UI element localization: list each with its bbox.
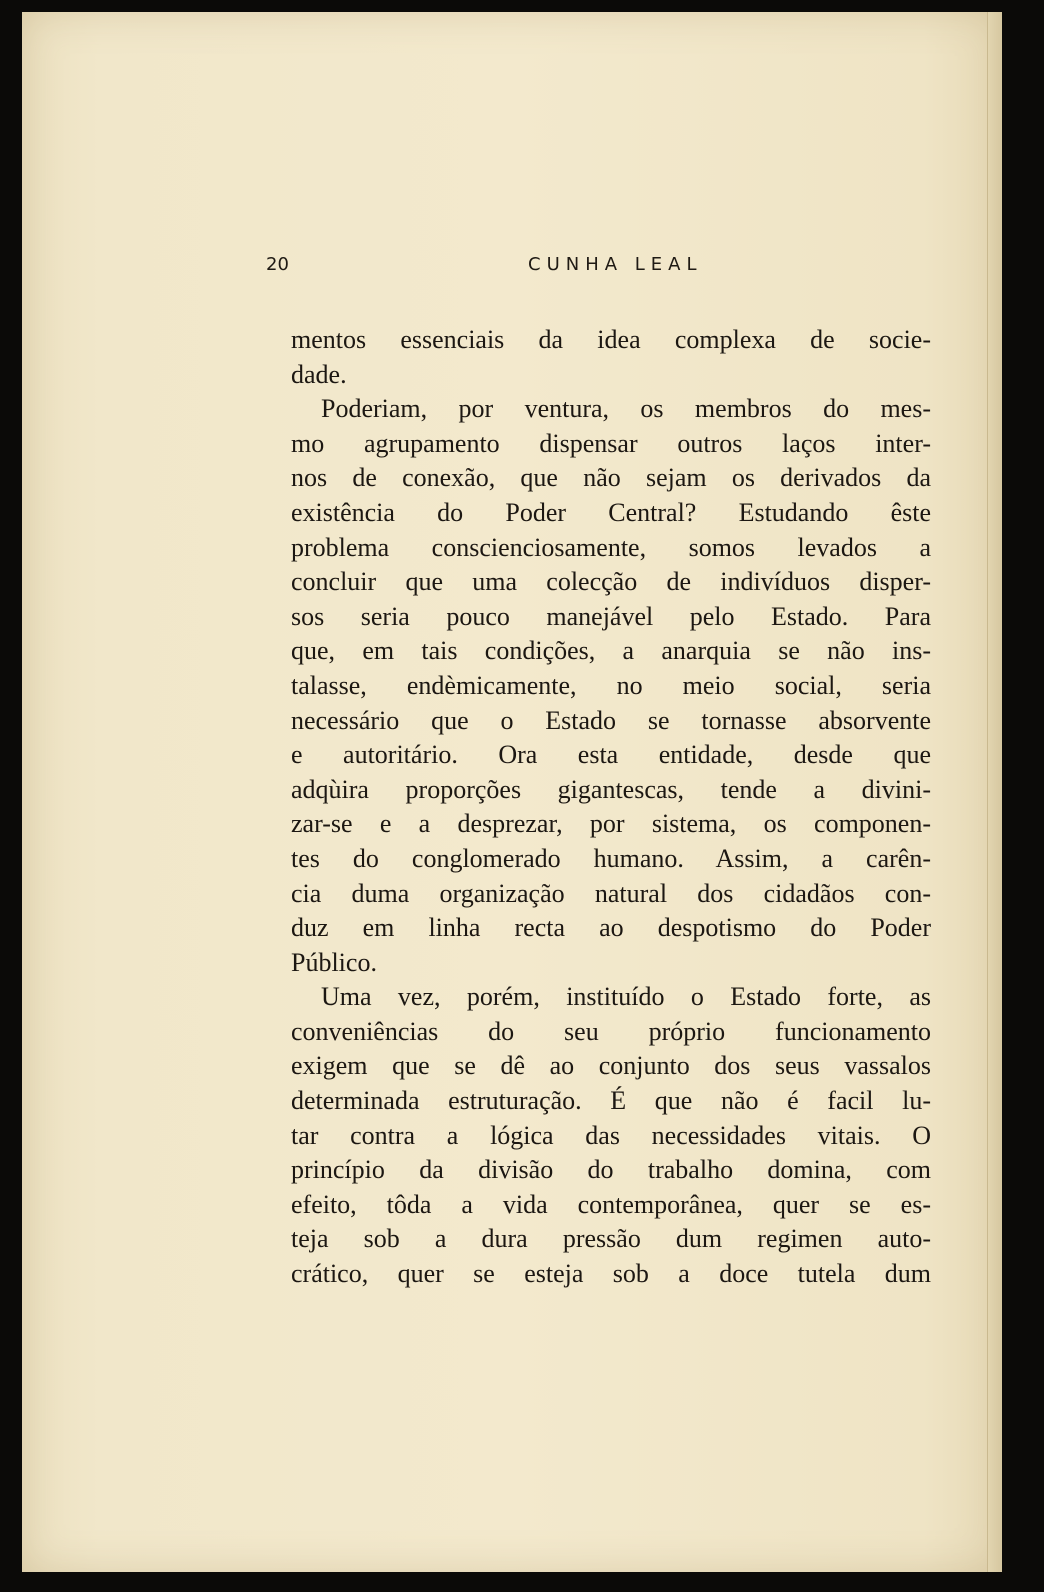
- running-head: [266, 254, 906, 282]
- text-line: talasse, endèmicamente, no meio social, seria: [291, 670, 931, 700]
- text-line: sos seria pouco manejável pelo Estado. Para: [291, 601, 931, 631]
- text-line: concluir que uma colecção de indivíduos disper-: [291, 567, 931, 597]
- text-line: necessário que o Estado se tornasse absorvente: [291, 705, 931, 735]
- text-line: crático, quer se esteja sob a doce tutela dum: [291, 1259, 931, 1289]
- text-line: nos de conexão, que não sejam os derivados da: [291, 463, 931, 493]
- text-line: Público.: [291, 947, 377, 977]
- text-line: mo agrupamento dispensar outros laços inter-: [291, 428, 931, 458]
- page-edge: [987, 12, 1002, 1572]
- text-line: existência do Poder Central? Estudando êste: [291, 497, 931, 527]
- body-text: [291, 323, 931, 1292]
- text-line: zar-se e a desprezar, por sistema, os componen-: [291, 809, 931, 839]
- text-line: tar contra a lógica das necessidades vitais. O: [291, 1120, 931, 1150]
- text-line: conveniências do seu próprio funcionamento: [291, 1016, 931, 1046]
- text-line: problema conscienciosamente, somos levados a: [291, 532, 931, 562]
- page-number: 20: [266, 254, 289, 275]
- text-line: tes do conglomerado humano. Assim, a carên-: [291, 843, 931, 873]
- text-line: efeito, tôda a vida contemporânea, quer se es-: [291, 1189, 931, 1219]
- text-line: teja sob a dura pressão dum regimen auto-: [291, 1224, 931, 1254]
- text-line: dade.: [291, 359, 347, 389]
- text-line: Poderiam, por ventura, os membros do mes-: [321, 394, 931, 424]
- running-head-author: CUNHA LEAL: [528, 254, 703, 275]
- text-line: duz em linha recta ao despotismo do Poder: [291, 913, 931, 943]
- text-line: exigem que se dê ao conjunto dos seus vassalos: [291, 1051, 931, 1081]
- text-line: princípio da divisão do trabalho domina, com: [291, 1155, 931, 1185]
- text-line: e autoritário. Ora esta entidade, desde que: [291, 740, 931, 770]
- text-line: que, em tais condições, a anarquia se não ins-: [291, 636, 931, 666]
- text-line: cia duma organização natural dos cidadãos con-: [291, 878, 931, 908]
- text-line: mentos essenciais da idea complexa de socie-: [291, 325, 931, 354]
- text-line: Uma vez, porém, instituído o Estado forte, as: [321, 982, 931, 1012]
- text-line: adqùira proporções gigantescas, tende a divini-: [291, 774, 931, 804]
- text-line: determinada estruturação. É que não é facil lu-: [291, 1086, 931, 1116]
